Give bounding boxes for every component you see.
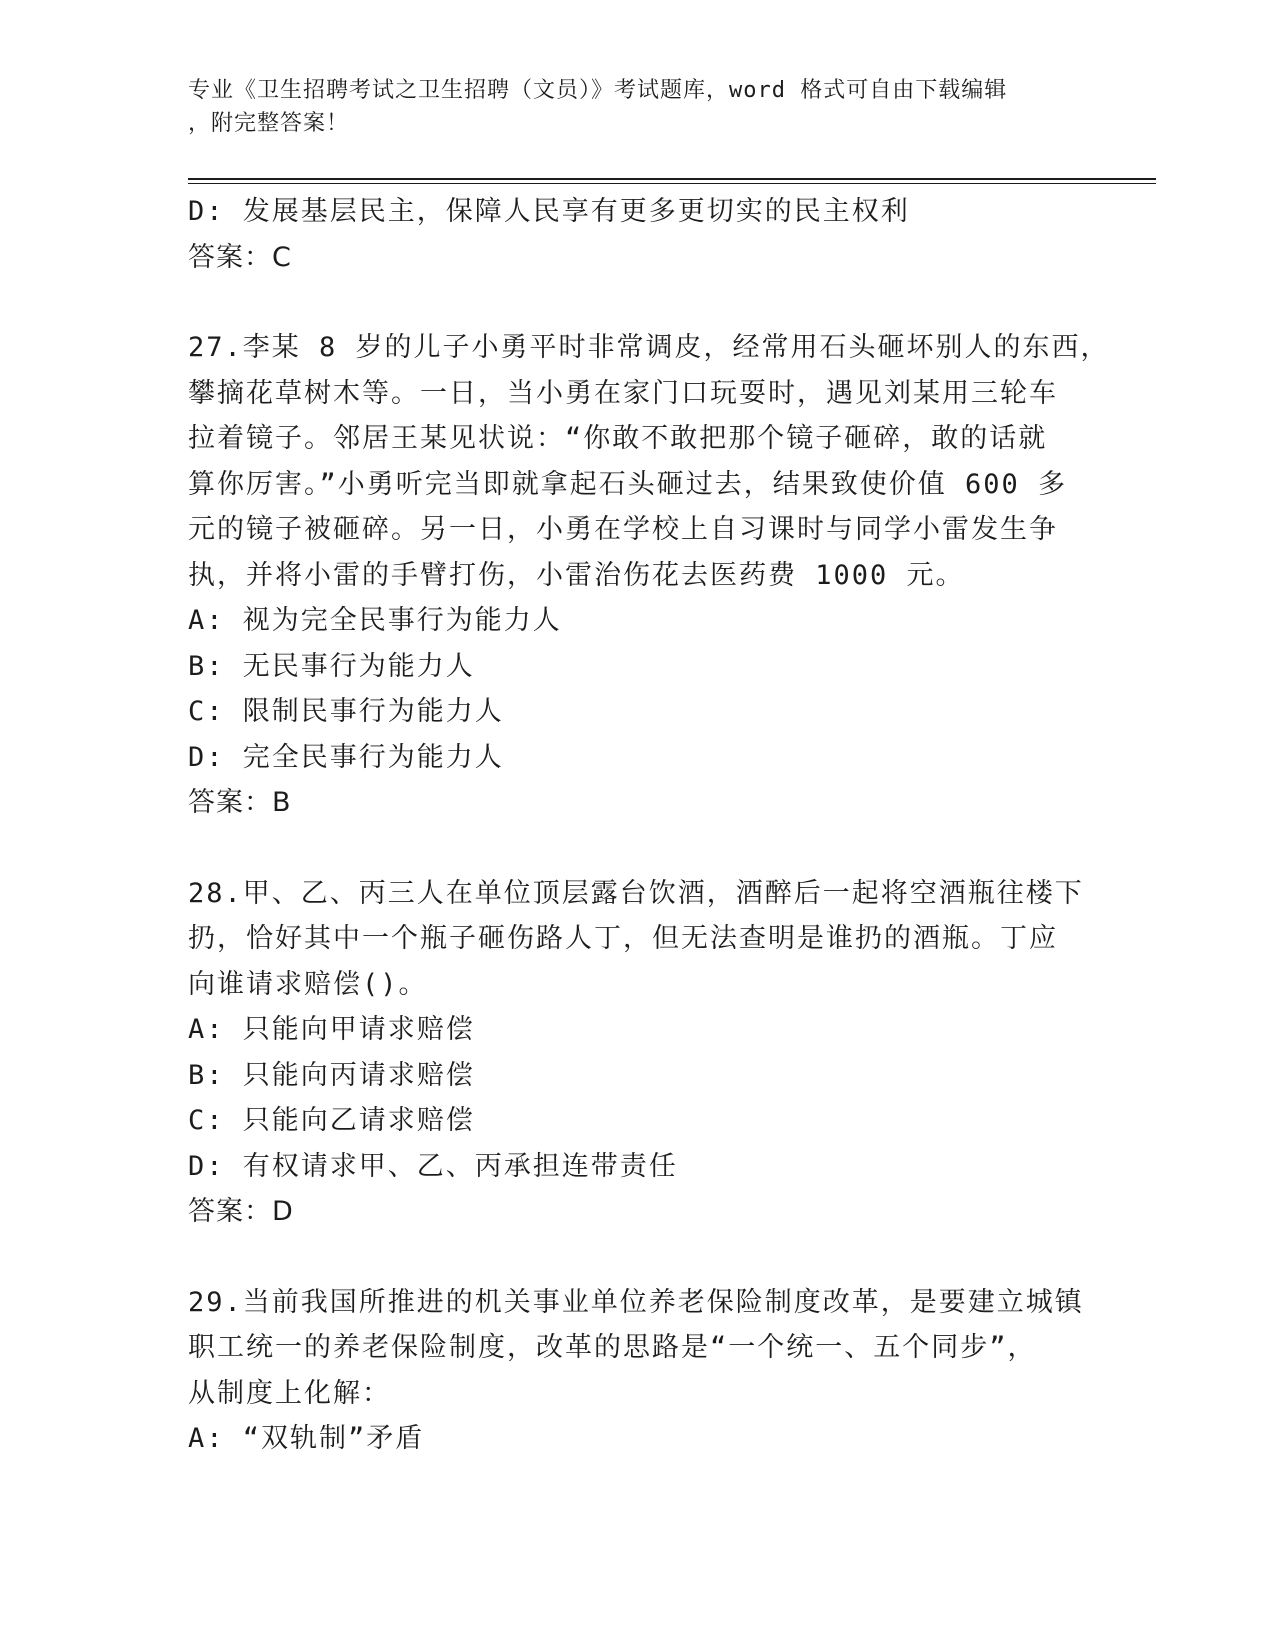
question-stem-line: 算你厉害。”小勇听完当即就拿起石头砸过去，结果致使价值 600 多: [188, 468, 1068, 500]
option-a: A: “双轨制”矛盾: [188, 1423, 425, 1454]
header-title-line-1: 专业《卫生招聘考试之卫生招聘（文员）》考试题库，word 格式可自由下载编辑: [188, 78, 1008, 103]
question-stem-line: 从制度上化解：: [188, 1377, 391, 1409]
option-c: C: 限制民事行为能力人: [188, 696, 504, 727]
answer-label: 答案：D: [188, 1196, 294, 1227]
question-stem-line: 27.李某 8 岁的儿子小勇平时非常调皮，经常用石头砸坏别人的东西，: [188, 332, 1110, 363]
header-divider-thin: [188, 183, 1156, 184]
question-stem-line: 攀摘花草树木等。一日，当小勇在家门口玩耍时，遇见刘某用三轮车: [188, 377, 1058, 409]
answer-label: 答案：B: [188, 787, 292, 818]
question-stem-line: 向谁请求赔偿()。: [188, 968, 428, 1000]
document-body: [188, 189, 1110, 1462]
question-stem-line: 元的镜子被砸碎。另一日，小勇在学校上自习课时与同学小雷发生争: [188, 514, 1058, 545]
option-d: D: 发展基层民主，保障人民享有更多更切实的民主权利: [188, 196, 910, 227]
question-27: [188, 325, 1110, 826]
option-d: D: 有权请求甲、乙、丙承担连带责任: [188, 1150, 678, 1182]
option-a: A: 视为完全民事行为能力人: [188, 605, 562, 636]
option-b: B: 无民事行为能力人: [188, 650, 475, 682]
question-28: [188, 871, 1088, 1235]
header-title-line-2: ，附完整答案！: [188, 111, 350, 136]
option-b: B: 只能向丙请求赔偿: [188, 1059, 475, 1091]
option-d: D: 完全民事行为能力人: [188, 741, 504, 773]
question-stem-line: 29.当前我国所推进的机关事业单位养老保险制度改革，是要建立城镇: [188, 1286, 1084, 1318]
question-26-tail: [188, 189, 1088, 280]
option-c: C: 只能向乙请求赔偿: [188, 1105, 475, 1136]
option-a: A: 只能向甲请求赔偿: [188, 1014, 475, 1045]
question-stem-line: 职工统一的养老保险制度，改革的思路是“一个统一、五个同步”，: [188, 1332, 1037, 1363]
answer-label: 答案：C: [188, 241, 292, 273]
question-stem-line: 扔，恰好其中一个瓶子砸伤路人丁，但无法查明是谁扔的酒瓶。丁应: [188, 923, 1058, 954]
question-29: [188, 1280, 1088, 1462]
document-header: [188, 74, 1088, 140]
question-stem-line: 28.甲、乙、丙三人在单位顶层露台饮酒，酒醉后一起将空酒瓶往楼下: [188, 877, 1084, 909]
question-stem-line: 拉着镜子。邻居王某见状说：“你敢不敢把那个镜子砸碎，敢的话就: [188, 423, 1048, 454]
header-divider: [188, 178, 1156, 180]
question-stem-line: 执，并将小雷的手臂打伤，小雷治伤花去医药费 1000 元。: [188, 559, 965, 591]
